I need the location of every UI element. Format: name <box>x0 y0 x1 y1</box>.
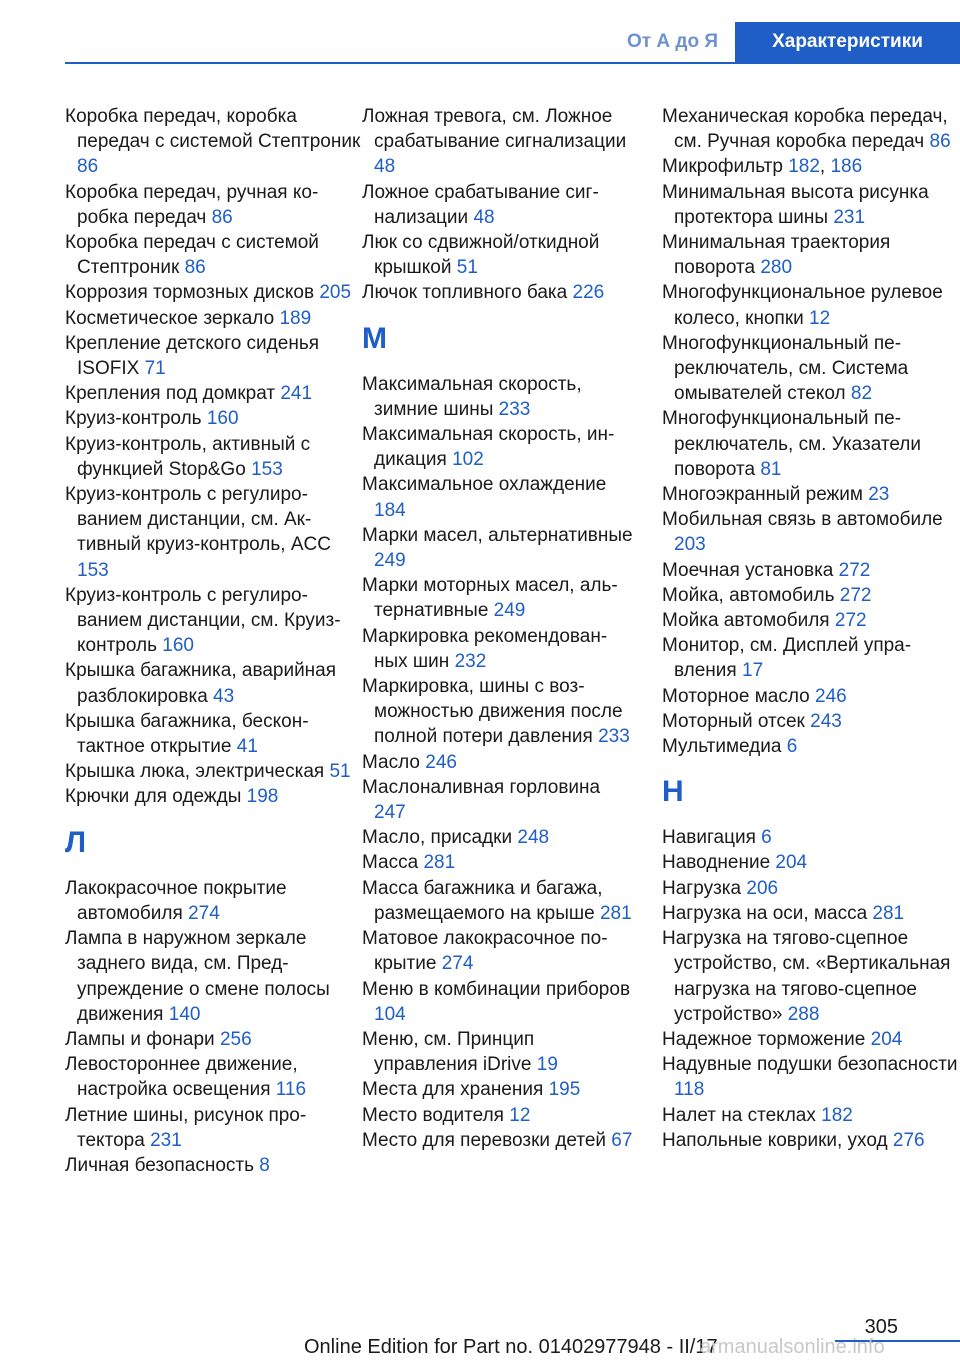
index-entry-text: Коррозия тормозных дисков <box>65 282 315 304</box>
index-entry-text: Коробка передач, коробка передач с системой Стептроник <box>65 106 361 153</box>
index-entry <box>662 558 958 583</box>
index-entry-text: Монитор, см. Дисплей управления <box>662 635 912 682</box>
page-link[interactable]: 153 <box>77 559 109 581</box>
index-entry-text: Моторный отсек <box>662 710 805 732</box>
page-link[interactable]: 281 <box>872 902 905 924</box>
index-entry <box>362 230 634 280</box>
page-link[interactable]: 82 <box>850 383 873 405</box>
page-link[interactable]: 249 <box>374 550 406 572</box>
index-entry <box>662 482 958 507</box>
index-entry-text: Нагрузка <box>662 877 742 899</box>
index-entry <box>362 372 634 422</box>
index-entry <box>662 633 958 683</box>
index-entry-text: Масса <box>362 852 419 874</box>
index-entry <box>662 104 958 154</box>
page-link[interactable]: 17 <box>742 660 764 682</box>
index-entry-text: Лючок топливного бака <box>362 282 568 304</box>
index-entry <box>362 977 634 1027</box>
index-entry <box>362 523 634 573</box>
page-link[interactable]: 204 <box>870 1028 903 1050</box>
index-entry-text: Место для перевозки детей <box>362 1129 607 1151</box>
index-entry <box>362 1077 634 1102</box>
page-link[interactable]: 186 <box>830 156 863 178</box>
index-entry-text: Марки масел, альтернативные <box>362 524 633 546</box>
index-entry-text: Матовое лакокрасочное покрытие <box>362 928 608 975</box>
index-entry <box>65 482 361 583</box>
index-entry <box>362 850 634 875</box>
index-entry <box>662 901 958 926</box>
index-entry <box>662 926 958 1027</box>
index-letter-heading: Н <box>662 775 684 809</box>
page-link[interactable]: 182 <box>788 156 820 178</box>
index-entry-text: Крючки для одежды <box>65 786 242 808</box>
index-entry-text: Нагрузка на оси, масса <box>662 902 868 924</box>
index-entry <box>662 608 958 633</box>
index-entry <box>662 280 958 330</box>
page-link[interactable]: 281 <box>599 902 632 924</box>
page-link[interactable]: 272 <box>839 584 872 606</box>
index-entry-text: Минимальная траектория поворота <box>662 232 891 279</box>
index-entry <box>65 759 361 784</box>
page-link[interactable]: 48 <box>374 156 396 178</box>
page-link[interactable]: 231 <box>150 1129 182 1151</box>
index-entry-text: Крышка багажника, бесконтактное открытие <box>65 710 309 758</box>
index-entry-text: Мойка автомобиля <box>662 610 830 632</box>
page-link[interactable]: 12 <box>809 307 831 329</box>
page-link[interactable]: 51 <box>456 257 478 279</box>
index-entry <box>662 825 958 850</box>
index-entry-text: Косметическое зеркало <box>65 307 275 329</box>
page-link[interactable]: 231 <box>833 206 866 228</box>
index-entry <box>65 104 361 180</box>
header-rule <box>65 62 960 64</box>
index-entry-text: Крепление детского сиденья ISOFIX <box>65 332 320 380</box>
page-link[interactable]: 246 <box>815 685 847 707</box>
index-entry-text: Круиз-контроль с регулированием дистанции, см. Активный круиз-контроль, ACC <box>65 484 331 556</box>
page-link[interactable]: 206 <box>746 877 779 899</box>
index-entry <box>662 180 958 230</box>
index-entry <box>662 331 958 407</box>
index-entry <box>65 784 361 809</box>
index-entry-text: Налет на стеклах <box>662 1104 816 1126</box>
index-letter-heading: М <box>362 321 387 355</box>
header-tabs <box>610 22 960 62</box>
index-entry-text: Крепления под домкрат <box>65 383 276 405</box>
index-entry <box>65 230 361 280</box>
page-link[interactable]: 184 <box>374 499 406 521</box>
page-link[interactable]: 274 <box>188 902 220 924</box>
page-link[interactable]: 104 <box>374 1003 406 1025</box>
page-link[interactable]: 233 <box>598 726 630 748</box>
index-entry-text: Круиз-контроль с регулированием дистанции, см. Круиз-контроль <box>65 584 341 657</box>
index-entry-text: Максимальная скорость, индикация <box>362 424 615 471</box>
page-link[interactable]: 160 <box>206 408 239 430</box>
index-entry-text: Место водителя <box>362 1104 504 1126</box>
index-entry <box>362 876 634 926</box>
index-entry-text: Мультимедиа <box>662 736 782 758</box>
index-entry-text: Механическая коробка передач, см. Ручная коробка передач <box>662 106 948 153</box>
index-entry <box>65 280 361 305</box>
page-link[interactable]: 41 <box>236 736 258 758</box>
page-link[interactable]: 182 <box>821 1104 853 1126</box>
index-entry <box>65 180 361 230</box>
chapter-tab[interactable]: Характеристики <box>735 22 960 62</box>
page-link[interactable]: 140 <box>168 1003 201 1025</box>
index-entry-text: Маркировка рекомендованных шин <box>362 625 608 672</box>
index-entry <box>362 1103 634 1128</box>
index-entry-text: Нагрузка на тягово-сцепное устройство, см. «Вертикальная нагрузка на тягово-сцепное устройство» <box>662 928 951 1025</box>
page-link[interactable]: 272 <box>838 559 871 581</box>
index-entry <box>362 280 634 305</box>
index-entry-text: Круиз-контроль, активный с функцией Stop&Go <box>65 433 311 480</box>
index-entry <box>362 180 634 230</box>
index-entry-text: Масло, присадки <box>362 827 513 849</box>
page-link[interactable]: 86 <box>184 257 206 279</box>
page-link[interactable]: 272 <box>834 610 867 632</box>
page-link[interactable]: 205 <box>319 282 352 304</box>
index-entry: Микрофильтр 182, 186 <box>662 156 863 178</box>
index-entry <box>362 674 634 750</box>
index-entry-text: Коробка передач с системой Стептроник <box>65 232 319 279</box>
page-link[interactable]: 276 <box>892 1129 925 1151</box>
page-link[interactable]: 246 <box>425 751 457 773</box>
index-entry-text: Места для хранения <box>362 1079 544 1101</box>
index-entry-text: Наводнение <box>662 852 771 874</box>
page-link[interactable]: 280 <box>760 257 793 279</box>
index-entry <box>65 709 361 759</box>
index-entry-text: Максимальное охлаждение <box>362 474 607 496</box>
index-entry-text: Меню в комбинации приборов <box>362 978 631 1000</box>
index-entry-text: Меню, см. Принцип управления iDrive <box>362 1028 535 1076</box>
index-entry <box>362 422 634 472</box>
page-link[interactable]: 195 <box>548 1079 581 1101</box>
index-column-3 <box>662 104 958 1153</box>
index-entry-text: Личная безопасность <box>65 1154 255 1176</box>
index-entry-text: Ложное срабатывание сигнализации <box>362 181 599 228</box>
index-entry <box>662 850 958 875</box>
index-entry <box>662 876 958 901</box>
index-entry <box>362 104 634 180</box>
index-entry <box>662 1052 958 1102</box>
index-entry-text: Круиз-контроль <box>65 408 202 430</box>
page-link[interactable]: 248 <box>517 827 550 849</box>
page-link[interactable]: 12 <box>509 1104 531 1126</box>
index-entry <box>362 750 634 775</box>
page-link[interactable]: 288 <box>787 1003 820 1025</box>
index-entry-text: Надежное торможение <box>662 1028 866 1050</box>
page-link[interactable]: 203 <box>674 534 706 556</box>
page-link[interactable]: 67 <box>611 1129 633 1151</box>
index-entry <box>662 583 958 608</box>
index-entry-text: Лакокрасочное покрытие автомобиля <box>65 877 287 924</box>
page-link[interactable]: 256 <box>219 1028 252 1050</box>
index-entry <box>65 381 361 406</box>
index-entry-text: Моечная установка <box>662 559 834 581</box>
index-entry <box>662 406 958 482</box>
index-entry-text: Надувные подушки безопасности <box>662 1054 958 1076</box>
index-entry-text: Микрофильтр <box>662 156 783 178</box>
index-column-2 <box>362 104 634 1153</box>
index-entry-text: Крышка багажника, аварийная разблокировка <box>65 660 337 707</box>
index-entry-text: Напольные коврики, уход <box>662 1129 888 1151</box>
page-link[interactable]: 116 <box>275 1079 307 1101</box>
page-link[interactable]: 6 <box>786 736 798 758</box>
index-entry <box>662 684 958 709</box>
index-entry <box>662 709 958 734</box>
index-entry-text: Многофункциональный переключатель, см. Система омывателей стекол <box>662 332 909 405</box>
page-link[interactable]: 189 <box>279 307 312 329</box>
footer-edition: Online Edition for Part no. 01402977948 - II/17 <box>304 1336 718 1358</box>
index-entry-text: Многофункциональное рулевое колесо, кнопки <box>662 282 943 329</box>
index-entry <box>65 1052 361 1102</box>
index-entry <box>65 583 361 659</box>
index-entry <box>362 624 634 674</box>
index-entry <box>362 1128 634 1153</box>
page-link[interactable]: 8 <box>259 1154 270 1176</box>
index-entry <box>65 1027 361 1052</box>
page-link[interactable]: 160 <box>162 635 194 657</box>
index-entry-text: Ложная тревога, см. Ложное срабатывание сигнализации <box>362 106 627 153</box>
index-entry-text: Лампа в наружном зеркале заднего вида, см. Предупреждение о смене полосы движения <box>65 928 330 1025</box>
index-entry-text: Марки моторных масел, альтернативные <box>362 575 618 622</box>
index-entry <box>362 926 634 976</box>
index-entry-text: Многофункциональный переключатель, см. Указатели поворота <box>662 408 921 480</box>
page-link[interactable]: 86 <box>929 131 951 153</box>
index-entry <box>65 1103 361 1153</box>
page-link[interactable]: 86 <box>211 206 233 228</box>
index-entry-text: Навигация <box>662 827 756 849</box>
index-entry-text: Моторное масло <box>662 685 810 707</box>
index-entry <box>362 775 634 825</box>
index-entry <box>65 331 361 381</box>
index-entry <box>65 658 361 708</box>
index-entry-text: Маслоналивная горловина <box>362 776 601 798</box>
index-entry-text: Левостороннее движение, настройка освещения <box>65 1054 298 1101</box>
page-link[interactable]: 232 <box>454 650 487 672</box>
section-tab[interactable]: От А до Я <box>627 31 718 52</box>
page-link[interactable]: 43 <box>213 685 235 707</box>
watermark: armanualsonline.info <box>700 1336 885 1358</box>
index-entry-text: Летние шины, рисунок протектора <box>65 1104 307 1151</box>
index-entry-text: Крышка люка, электрическая <box>65 761 325 783</box>
index-entry <box>65 406 361 431</box>
page-number: 305 <box>864 1316 898 1338</box>
index-entry-text: Максимальная скорость, зимние шины <box>362 373 582 420</box>
page-link[interactable]: 247 <box>374 802 406 824</box>
page-link[interactable]: 81 <box>760 458 782 480</box>
page-link[interactable]: 118 <box>674 1079 705 1101</box>
index-entry-text: Коробка передач, ручная коробка передач <box>65 181 319 228</box>
index-entry <box>662 734 958 759</box>
index-entry <box>362 825 634 850</box>
index-entry <box>65 1153 361 1178</box>
page-link[interactable]: 198 <box>246 786 279 808</box>
page-link[interactable]: 243 <box>810 710 842 732</box>
page-link[interactable]: 274 <box>441 953 474 975</box>
page-link[interactable]: 226 <box>572 282 605 304</box>
index-entry-text: Многоэкранный режим <box>662 484 863 506</box>
page-link[interactable]: 249 <box>493 600 526 622</box>
page-link[interactable]: 233 <box>498 398 531 420</box>
index-entry-text: Минимальная высота рисунка протектора шины <box>662 181 929 228</box>
index-entry-text: Маркировка, шины с возможностью движения после полной потери давления <box>362 676 623 748</box>
index-entry <box>65 432 361 482</box>
page-link[interactable]: 48 <box>473 206 495 228</box>
index-entry <box>65 876 361 926</box>
index-letter-heading: Л <box>65 825 87 859</box>
page-link[interactable]: 204 <box>775 852 808 874</box>
page-link[interactable]: 86 <box>77 156 99 178</box>
page-link[interactable]: 19 <box>536 1054 558 1076</box>
page-link[interactable]: 153 <box>251 458 283 480</box>
index-entry <box>662 1128 958 1153</box>
index-entry <box>662 507 958 557</box>
index-entry-text: Мойка, автомобиль <box>662 584 835 606</box>
index-entry <box>65 306 361 331</box>
index-entry-text: Люк со сдвижной/откидной крышкой <box>362 232 600 279</box>
index-entry-text: Лампы и фонари <box>65 1028 215 1050</box>
index-entry <box>662 230 958 280</box>
index-entry <box>362 472 634 522</box>
index-entry <box>65 926 361 1027</box>
index-entry-text: Мобильная связь в автомобиле <box>662 509 943 531</box>
index-entry <box>662 1027 958 1052</box>
index-column-1 <box>65 104 361 1178</box>
page-link[interactable]: 23 <box>868 484 890 506</box>
index-entry <box>662 1103 958 1128</box>
page-link[interactable]: 71 <box>144 358 166 380</box>
page-link[interactable]: 6 <box>761 827 772 849</box>
page-link[interactable]: 51 <box>329 761 351 783</box>
page-link[interactable]: 102 <box>452 449 484 471</box>
index-entry-text: Масло <box>362 751 420 773</box>
index-entry <box>362 1027 634 1077</box>
page-link[interactable]: 281 <box>423 852 456 874</box>
page-link[interactable]: 241 <box>280 383 313 405</box>
index-entry-text: Масса багажника и багажа, размещаемого на крыше <box>362 877 603 924</box>
index-entry <box>362 573 634 623</box>
